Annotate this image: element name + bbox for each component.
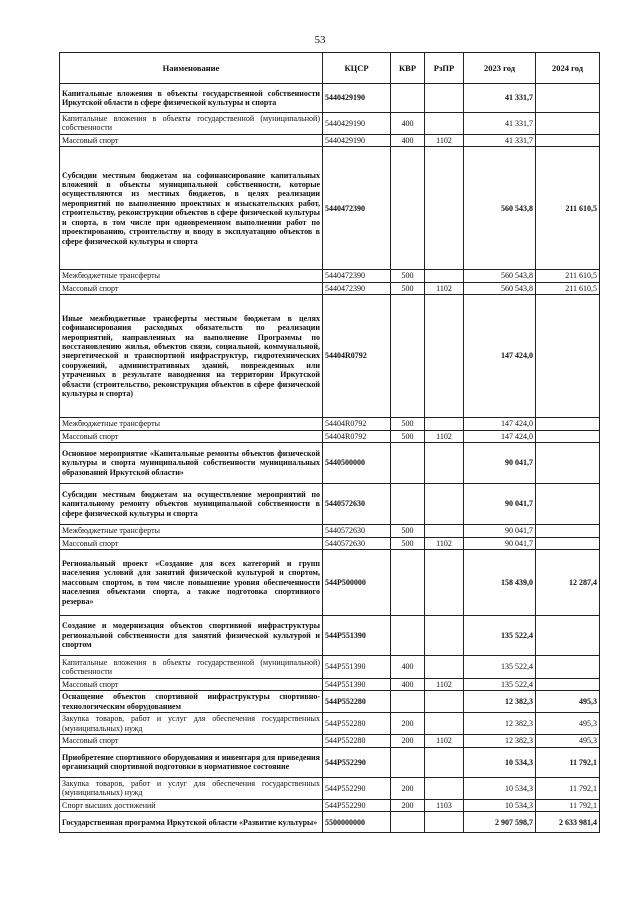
row-name: Субсидии местным бюджетам на софинансирование капитальных вложений в объекты муниципальной собственности, которые осуществляются из местных бюджетов, в целях реализации мероприятий по выполнению проектных и изыскательских работ, строительству, реконструкции объектов в сфере физической культуры и спорта, в том числе при одновременном выполнении работ по проектированию, строительству и вводу в эксплуатацию объектов в сфере физической культуры и спорта bbox=[60, 147, 323, 270]
row-2023: 10 534,3 bbox=[464, 747, 536, 777]
table-row bbox=[60, 549, 600, 615]
row-kvr: 200 bbox=[391, 713, 425, 735]
table-row bbox=[60, 282, 600, 294]
row-2023: 158 439,0 bbox=[464, 549, 536, 615]
table-row bbox=[60, 134, 600, 146]
table-row bbox=[60, 655, 600, 678]
row-rzpr bbox=[425, 691, 464, 713]
row-name: Массовый спорт bbox=[60, 537, 323, 549]
row-2023: 560 543,8 bbox=[464, 270, 536, 282]
table-row bbox=[60, 747, 600, 777]
table-row bbox=[60, 691, 600, 713]
table-row bbox=[60, 537, 600, 549]
row-name: Межбюджетные трансферты bbox=[60, 270, 323, 282]
table-row bbox=[60, 270, 600, 282]
row-2024: 12 287,4 bbox=[536, 549, 600, 615]
row-rzpr bbox=[425, 147, 464, 270]
row-kcsr: 544P551390 bbox=[323, 655, 391, 678]
row-kvr: 400 bbox=[391, 678, 425, 690]
row-kvr: 500 bbox=[391, 282, 425, 294]
row-kcsr: 544P552290 bbox=[323, 799, 391, 811]
row-2023: 12 382,3 bbox=[464, 691, 536, 713]
row-kvr bbox=[391, 691, 425, 713]
row-2023: 41 331,7 bbox=[464, 113, 536, 135]
row-2023: 135 522,4 bbox=[464, 615, 536, 655]
header-kvr: КВР bbox=[391, 53, 425, 84]
table-row bbox=[60, 799, 600, 811]
table-row bbox=[60, 147, 600, 270]
row-name: Массовый спорт bbox=[60, 430, 323, 442]
row-2023: 41 331,7 bbox=[464, 84, 536, 113]
row-rzpr: 1102 bbox=[425, 282, 464, 294]
row-2024: 11 792,1 bbox=[536, 747, 600, 777]
header-kcsr: КЦСР bbox=[323, 53, 391, 84]
row-kvr: 400 bbox=[391, 134, 425, 146]
row-2024 bbox=[536, 537, 600, 549]
row-2023: 90 041,7 bbox=[464, 537, 536, 549]
row-kcsr: 5440472390 bbox=[323, 147, 391, 270]
row-2024: 211 610,5 bbox=[536, 270, 600, 282]
row-2023: 90 041,7 bbox=[464, 525, 536, 537]
row-2024 bbox=[536, 134, 600, 146]
row-name: Создание и модернизация объектов спортивной инфраструктуры региональной собственности для занятий физической культурой и спортом bbox=[60, 615, 323, 655]
row-kvr: 500 bbox=[391, 418, 425, 430]
row-name: Субсидии местным бюджетам на осуществление мероприятий по капитальному ремонту объектов муниципальной собственности в сфере физической культуры и спорта bbox=[60, 484, 323, 525]
row-name: Основное мероприятие «Капитальные ремонты объектов физической культуры и спорта муниципальной собственности муниципальных образований Иркутской области» bbox=[60, 443, 323, 484]
row-2024: 495,3 bbox=[536, 713, 600, 735]
row-kvr: 500 bbox=[391, 430, 425, 442]
row-2024 bbox=[536, 655, 600, 678]
row-2024: 495,3 bbox=[536, 691, 600, 713]
row-kcsr: 544P500000 bbox=[323, 549, 391, 615]
table-row bbox=[60, 678, 600, 690]
row-kvr bbox=[391, 295, 425, 418]
row-2023: 41 331,7 bbox=[464, 134, 536, 146]
row-2023: 147 424,0 bbox=[464, 430, 536, 442]
row-2024 bbox=[536, 484, 600, 525]
row-2024 bbox=[536, 430, 600, 442]
row-kvr bbox=[391, 812, 425, 833]
row-kcsr: 544P552280 bbox=[323, 691, 391, 713]
row-2023: 90 041,7 bbox=[464, 443, 536, 484]
row-2023: 560 543,8 bbox=[464, 147, 536, 270]
row-2024 bbox=[536, 678, 600, 690]
table-row bbox=[60, 713, 600, 735]
row-kcsr: 544P552290 bbox=[323, 747, 391, 777]
row-rzpr bbox=[425, 525, 464, 537]
row-rzpr: 1102 bbox=[425, 537, 464, 549]
row-kvr: 500 bbox=[391, 525, 425, 537]
row-name: Спорт высших достижений bbox=[60, 799, 323, 811]
row-rzpr bbox=[425, 615, 464, 655]
row-kcsr: 544P552280 bbox=[323, 713, 391, 735]
row-rzpr: 1102 bbox=[425, 134, 464, 146]
row-kvr bbox=[391, 147, 425, 270]
row-kcsr: 5440429190 bbox=[323, 113, 391, 135]
row-name: Массовый спорт bbox=[60, 282, 323, 294]
table-row bbox=[60, 484, 600, 525]
row-name: Межбюджетные трансферты bbox=[60, 418, 323, 430]
row-2023: 560 543,8 bbox=[464, 282, 536, 294]
row-rzpr bbox=[425, 655, 464, 678]
row-kcsr: 544P552290 bbox=[323, 777, 391, 799]
row-rzpr bbox=[425, 812, 464, 833]
row-rzpr: 1103 bbox=[425, 799, 464, 811]
row-name: Закупка товаров, работ и услуг для обеспечения государственных (муниципальных) нужд bbox=[60, 713, 323, 735]
row-kvr bbox=[391, 615, 425, 655]
page-number: 53 bbox=[314, 34, 326, 46]
row-kcsr: 5440572630 bbox=[323, 537, 391, 549]
row-name: Межбюджетные трансферты bbox=[60, 525, 323, 537]
row-rzpr bbox=[425, 270, 464, 282]
row-kvr bbox=[391, 747, 425, 777]
row-2024: 11 792,1 bbox=[536, 799, 600, 811]
table-row bbox=[60, 735, 600, 747]
row-kvr: 500 bbox=[391, 270, 425, 282]
row-kcsr: 5440472390 bbox=[323, 282, 391, 294]
budget-table bbox=[59, 52, 600, 833]
table-row bbox=[60, 443, 600, 484]
row-kcsr: 54404R0792 bbox=[323, 418, 391, 430]
row-name: Иные межбюджетные трансферты местным бюджетам в целях софинансирования расходных обязательств по реализации мероприятий, направленных на выполнение Программы по восстановлению жилья, объектов связи, социальной, коммунальной, энергетической и транспортной инфраструктур, гидротехнических сооружений, административных зданий, поврежденных или утраченных в результате наводнения на территории Иркутской области (строительство, реконструкция объектов в сфере физической культуры и спорта) bbox=[60, 295, 323, 418]
table-row bbox=[60, 812, 600, 833]
row-kvr bbox=[391, 484, 425, 525]
row-rzpr bbox=[425, 484, 464, 525]
row-kvr bbox=[391, 549, 425, 615]
row-2024: 495,3 bbox=[536, 735, 600, 747]
row-kcsr: 5440472390 bbox=[323, 270, 391, 282]
row-kcsr: 54404R0792 bbox=[323, 295, 391, 418]
row-kcsr: 5440500000 bbox=[323, 443, 391, 484]
row-kvr bbox=[391, 443, 425, 484]
row-rzpr bbox=[425, 443, 464, 484]
row-name: Капитальные вложения в объекты государственной собственности Иркутской области в сфере физической культуры и спорта bbox=[60, 84, 323, 113]
row-rzpr bbox=[425, 113, 464, 135]
row-kcsr: 5440429190 bbox=[323, 84, 391, 113]
row-kvr: 200 bbox=[391, 799, 425, 811]
row-kvr: 200 bbox=[391, 777, 425, 799]
row-2024: 2 633 981,4 bbox=[536, 812, 600, 833]
row-name: Приобретение спортивного оборудования и инвентаря для приведения организаций спортивной подготовки в нормативное состояние bbox=[60, 747, 323, 777]
row-rzpr: 1102 bbox=[425, 678, 464, 690]
row-kvr bbox=[391, 84, 425, 113]
row-name: Массовый спорт bbox=[60, 735, 323, 747]
row-rzpr bbox=[425, 418, 464, 430]
row-2024: 11 792,1 bbox=[536, 777, 600, 799]
row-name: Массовый спорт bbox=[60, 678, 323, 690]
table-row bbox=[60, 295, 600, 418]
row-rzpr bbox=[425, 713, 464, 735]
header-2024: 2024 год bbox=[536, 53, 600, 84]
row-kcsr: 5440572630 bbox=[323, 484, 391, 525]
row-2023: 10 534,3 bbox=[464, 799, 536, 811]
row-kcsr: 5440429190 bbox=[323, 134, 391, 146]
row-2023: 12 382,3 bbox=[464, 735, 536, 747]
row-2024: 211 610,5 bbox=[536, 147, 600, 270]
row-name: Закупка товаров, работ и услуг для обеспечения государственных (муниципальных) нужд bbox=[60, 777, 323, 799]
row-2024 bbox=[536, 418, 600, 430]
table-header-row bbox=[60, 53, 600, 84]
row-rzpr bbox=[425, 777, 464, 799]
row-kcsr: 544P551390 bbox=[323, 615, 391, 655]
table-row bbox=[60, 84, 600, 113]
row-kcsr: 5500000000 bbox=[323, 812, 391, 833]
row-2023: 135 522,4 bbox=[464, 678, 536, 690]
row-2023: 90 041,7 bbox=[464, 484, 536, 525]
row-2023: 135 522,4 bbox=[464, 655, 536, 678]
table-row bbox=[60, 113, 600, 135]
row-2023: 12 382,3 bbox=[464, 713, 536, 735]
row-kcsr: 544P552280 bbox=[323, 735, 391, 747]
row-name: Региональный проект «Создание для всех категорий и групп населения условий для занятий физической культурой и спортом, массовым спортом, в том числе повышение уровня обеспеченности населения объектами спорта, а также подготовка спортивного резерва» bbox=[60, 549, 323, 615]
row-2024 bbox=[536, 295, 600, 418]
row-rzpr: 1102 bbox=[425, 735, 464, 747]
table-row bbox=[60, 525, 600, 537]
row-rzpr bbox=[425, 84, 464, 113]
row-kcsr: 544P551390 bbox=[323, 678, 391, 690]
row-name: Оснащение объектов спортивной инфраструктуры спортивно-технологическим оборудованием bbox=[60, 691, 323, 713]
header-2023: 2023 год bbox=[464, 53, 536, 84]
row-2023: 147 424,0 bbox=[464, 418, 536, 430]
row-2024: 211 610,5 bbox=[536, 282, 600, 294]
table-row bbox=[60, 777, 600, 799]
row-2024 bbox=[536, 84, 600, 113]
row-kcsr: 5440572630 bbox=[323, 525, 391, 537]
table-row bbox=[60, 430, 600, 442]
row-2024 bbox=[536, 525, 600, 537]
table-row bbox=[60, 615, 600, 655]
row-name: Государственная программа Иркутской области «Развитие культуры» bbox=[60, 812, 323, 833]
row-rzpr bbox=[425, 549, 464, 615]
row-kvr: 400 bbox=[391, 655, 425, 678]
row-2023: 147 424,0 bbox=[464, 295, 536, 418]
row-name: Капитальные вложения в объекты государственной (муниципальной) собственности bbox=[60, 655, 323, 678]
row-rzpr bbox=[425, 747, 464, 777]
row-2024 bbox=[536, 615, 600, 655]
row-2023: 10 534,3 bbox=[464, 777, 536, 799]
row-2024 bbox=[536, 443, 600, 484]
row-kvr: 200 bbox=[391, 735, 425, 747]
row-rzpr bbox=[425, 295, 464, 418]
table-row bbox=[60, 418, 600, 430]
row-rzpr: 1102 bbox=[425, 430, 464, 442]
row-2023: 2 907 598,7 bbox=[464, 812, 536, 833]
header-rzpr: РзПР bbox=[425, 53, 464, 84]
row-name: Массовый спорт bbox=[60, 134, 323, 146]
row-name: Капитальные вложения в объекты государственной (муниципальной) собственности bbox=[60, 113, 323, 135]
row-kvr: 400 bbox=[391, 113, 425, 135]
header-name: Наименование bbox=[60, 53, 323, 84]
row-2024 bbox=[536, 113, 600, 135]
row-kcsr: 54404R0792 bbox=[323, 430, 391, 442]
row-kvr: 500 bbox=[391, 537, 425, 549]
